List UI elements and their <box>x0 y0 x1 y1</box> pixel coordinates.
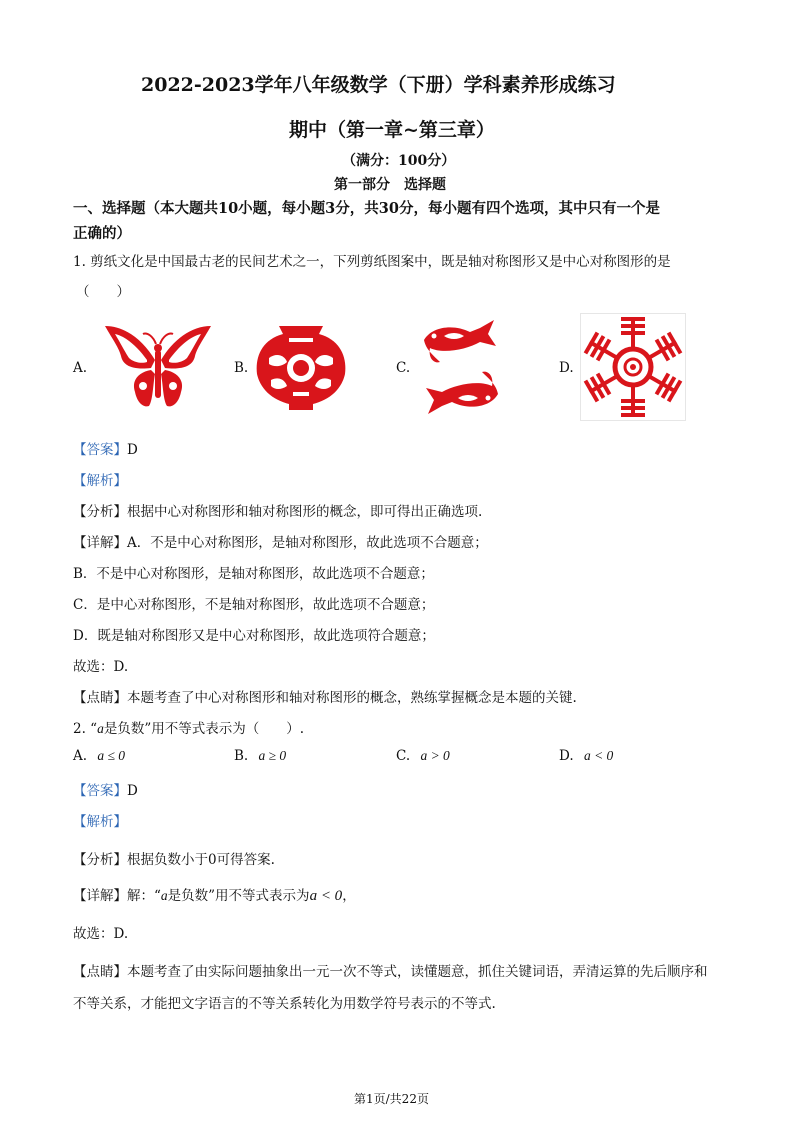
q2-xiangjie-line <box>73 884 356 905</box>
full-score: （满分：100分） <box>342 153 456 169</box>
q2-xiangjie-mid: 是负数”用不等式表示为 <box>167 888 310 904</box>
q2-option-a-expr: a ≤ 0 <box>97 748 126 763</box>
q1-analysis-tag: 【解析】 <box>73 473 127 489</box>
q1-option-c-label: C. <box>396 360 411 376</box>
q2-fenxi: 根据负数小于0可得答案. <box>127 852 275 868</box>
section-heading-line2: 正确的） <box>73 225 131 242</box>
q1-answer-line <box>73 438 138 458</box>
q1-option-a-label: A. <box>73 360 88 376</box>
q2-xiangjie-end: ， <box>342 888 356 904</box>
q2-option-d <box>559 748 613 764</box>
q2-answer-line <box>73 779 138 799</box>
q2-dianjing-line1 <box>73 960 708 980</box>
q1-answer: D <box>127 442 138 458</box>
q2-dianjing-1: 本题考查了由实际问题抽象出一元一次不等式，读懂题意，抓住关键词语，弄清运算的先后顺序和 <box>127 964 708 980</box>
q1-answer-tag: 【答案】 <box>73 442 127 458</box>
vase-papercut-image <box>253 318 349 414</box>
q2-option-b <box>234 748 286 764</box>
q2-stem <box>73 717 304 737</box>
q2-option-d-expr: a < 0 <box>583 748 614 763</box>
q1-xiangjie-tag: 【详解】 <box>73 535 127 551</box>
q2-dianjing-tag: 【点睛】 <box>73 964 127 980</box>
snowflake-papercut-image <box>580 313 686 421</box>
q2-xiangjie-var: a <box>160 888 168 903</box>
q2-option-a <box>73 748 125 764</box>
q1-choose: 故选：D. <box>73 659 129 675</box>
q2-option-d-label: D. <box>559 748 574 764</box>
q2-option-c-expr: a > 0 <box>420 748 450 763</box>
q2-xiangjie-pre: 解：“ <box>127 888 161 904</box>
q2-dianjing-line2: 不等关系，才能把文字语言的不等关系转化为用数学符号表示的不等式. <box>73 996 496 1012</box>
q1-line-d: D．既是轴对称图形又是中心对称图形，故此选项符合题意； <box>73 628 435 644</box>
q2-fenxi-tag: 【分析】 <box>73 852 127 868</box>
q2-option-b-label: B. <box>234 748 249 764</box>
page-number: 第1页/共22页 <box>354 1092 429 1106</box>
q1-dianjing-tag: 【点睛】 <box>73 690 127 706</box>
page-subtitle: 期中（第一章~第三章） <box>289 119 495 141</box>
q1-xiangjie-a: A．不是中心对称图形，是轴对称图形，故此选项不合题意； <box>127 535 488 551</box>
q2-option-b-expr: a ≥ 0 <box>258 748 287 763</box>
q2-stem-pre: 2. “ <box>73 721 98 737</box>
q1-fenxi: 根据中心对称图形和轴对称图形的概念，即可得出正确选项. <box>127 504 483 520</box>
q1-line-c: C．是中心对称图形，不是轴对称图形，故此选项不合题意； <box>73 597 435 613</box>
q1-fenxi-tag: 【分析】 <box>73 504 127 520</box>
q2-stem-post: 是负数”用不等式表示为（ ）. <box>103 721 305 737</box>
q1-option-d-label: D. <box>559 360 574 376</box>
q2-fenxi-line <box>73 848 275 868</box>
q1-dianjing: 本题考查了中心对称图形和轴对称图形的概念，熟练掌握概念是本题的关键. <box>127 690 577 706</box>
butterfly-papercut-image <box>103 322 213 414</box>
q2-xiangjie-expr: a < 0 <box>309 888 343 904</box>
q2-answer: D <box>127 783 138 799</box>
q2-option-a-label: A. <box>73 748 88 764</box>
q2-answer-tag: 【答案】 <box>73 783 127 799</box>
q2-option-c <box>396 748 450 764</box>
q2-xiangjie-tag: 【详解】 <box>73 888 127 904</box>
q1-fenxi-line <box>73 500 482 520</box>
q2-stem-var: a <box>97 721 104 736</box>
q1-stem: 1. 剪纸文化是中国最古老的民间艺术之一，下列剪纸图案中，既是轴对称图形又是中心对称图形的是 <box>73 254 671 270</box>
part-heading: 第一部分 选择题 <box>334 177 446 193</box>
q1-option-b-label: B. <box>234 360 249 376</box>
q1-line-b: B．不是中心对称图形，是轴对称图形，故此选项不合题意； <box>73 566 434 582</box>
q1-xiangjie-line <box>73 531 488 551</box>
q1-dianjing-line <box>73 686 577 706</box>
q2-option-c-label: C. <box>396 748 411 764</box>
section-heading-line1: 一、选择题（本大题共10小题，每小题3分，共30分，每小题有四个选项，其中只有一个是 <box>73 200 660 217</box>
page-title: 2022-2023学年八年级数学（下册）学科素养形成练习 <box>141 74 616 96</box>
q2-analysis-tag: 【解析】 <box>73 814 127 830</box>
q2-choose: 故选：D. <box>73 926 129 942</box>
q1-paren: （ ） <box>76 284 130 300</box>
fish-papercut-image <box>420 318 502 416</box>
